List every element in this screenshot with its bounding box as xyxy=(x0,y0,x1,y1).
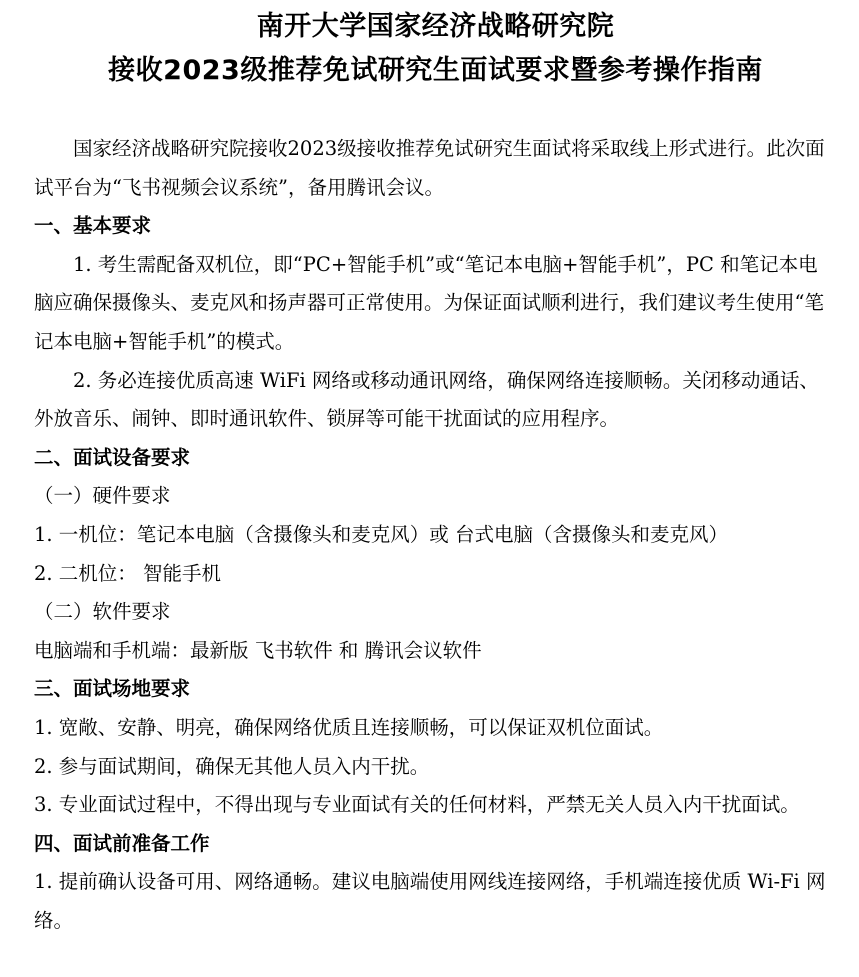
section2-sub1-item1: 1. 一机位：笔记本电脑（含摄像头和麦克风）或 台式电脑（含摄像头和麦克风） xyxy=(34,522,729,546)
intro-paragraph: 国家经济战略研究院接收2023级接收推荐免试研究生面试将采取线上形式进行。此次面试平台为“飞书视频会议系统”，备用腾讯会议。 xyxy=(34,137,825,199)
section2-heading: 二、面试设备要求 xyxy=(34,445,191,469)
document-title-line2: 接收2023级推荐免试研究生面试要求暨参考操作指南 xyxy=(108,55,763,86)
section2-sub2-text: 电脑端和手机端：最新版 飞书软件 和 腾讯会议软件 xyxy=(34,638,482,662)
section3-heading: 三、面试场地要求 xyxy=(34,677,191,701)
section3-item1: 1. 宽敞、安静、明亮，确保网络优质且连接顺畅，可以保证双机位面试。 xyxy=(34,715,664,739)
section2-sub1-heading: （一）硬件要求 xyxy=(34,484,171,508)
section4-heading: 四、面试前准备工作 xyxy=(34,831,210,855)
section2-sub1-item2: 2. 二机位： 智能手机 xyxy=(34,561,222,585)
section2-sub2-heading: （二）软件要求 xyxy=(34,600,171,624)
section1-item2: 2. 务必连接优质高速 WiFi 网络或移动通讯网络，确保网络连接顺畅。关闭移动通话、外放音乐、闹钟、即时通讯软件、锁屏等可能干扰面试的应用程序。 xyxy=(34,368,819,431)
section1-heading: 一、基本要求 xyxy=(34,214,152,238)
section3-item3: 3. 专业面试过程中，不得出现与专业面试有关的任何材料，严禁无关人员入内干扰面试。 xyxy=(34,793,800,817)
section4-item1: 1. 提前确认设备可用、网络通畅。建议电脑端使用网线连接网络，手机端连接优质 Wi-Fi 网络。 xyxy=(34,870,826,932)
document-title-line1: 南开大学国家经济战略研究院 xyxy=(256,11,615,42)
section1-item1: 1. 考生需配备双机位，即“PC+智能手机”或“笔记本电脑+智能手机”，PC 和笔记本电脑应确保摄像头、麦克风和扬声器可正常使用。为保证面试顺利进行，我们建议考生使用“笔记本电脑+智能手机”的模式。 xyxy=(34,252,824,353)
section3-item2: 2. 参与面试期间，确保无其他人员入内干扰。 xyxy=(34,754,430,778)
